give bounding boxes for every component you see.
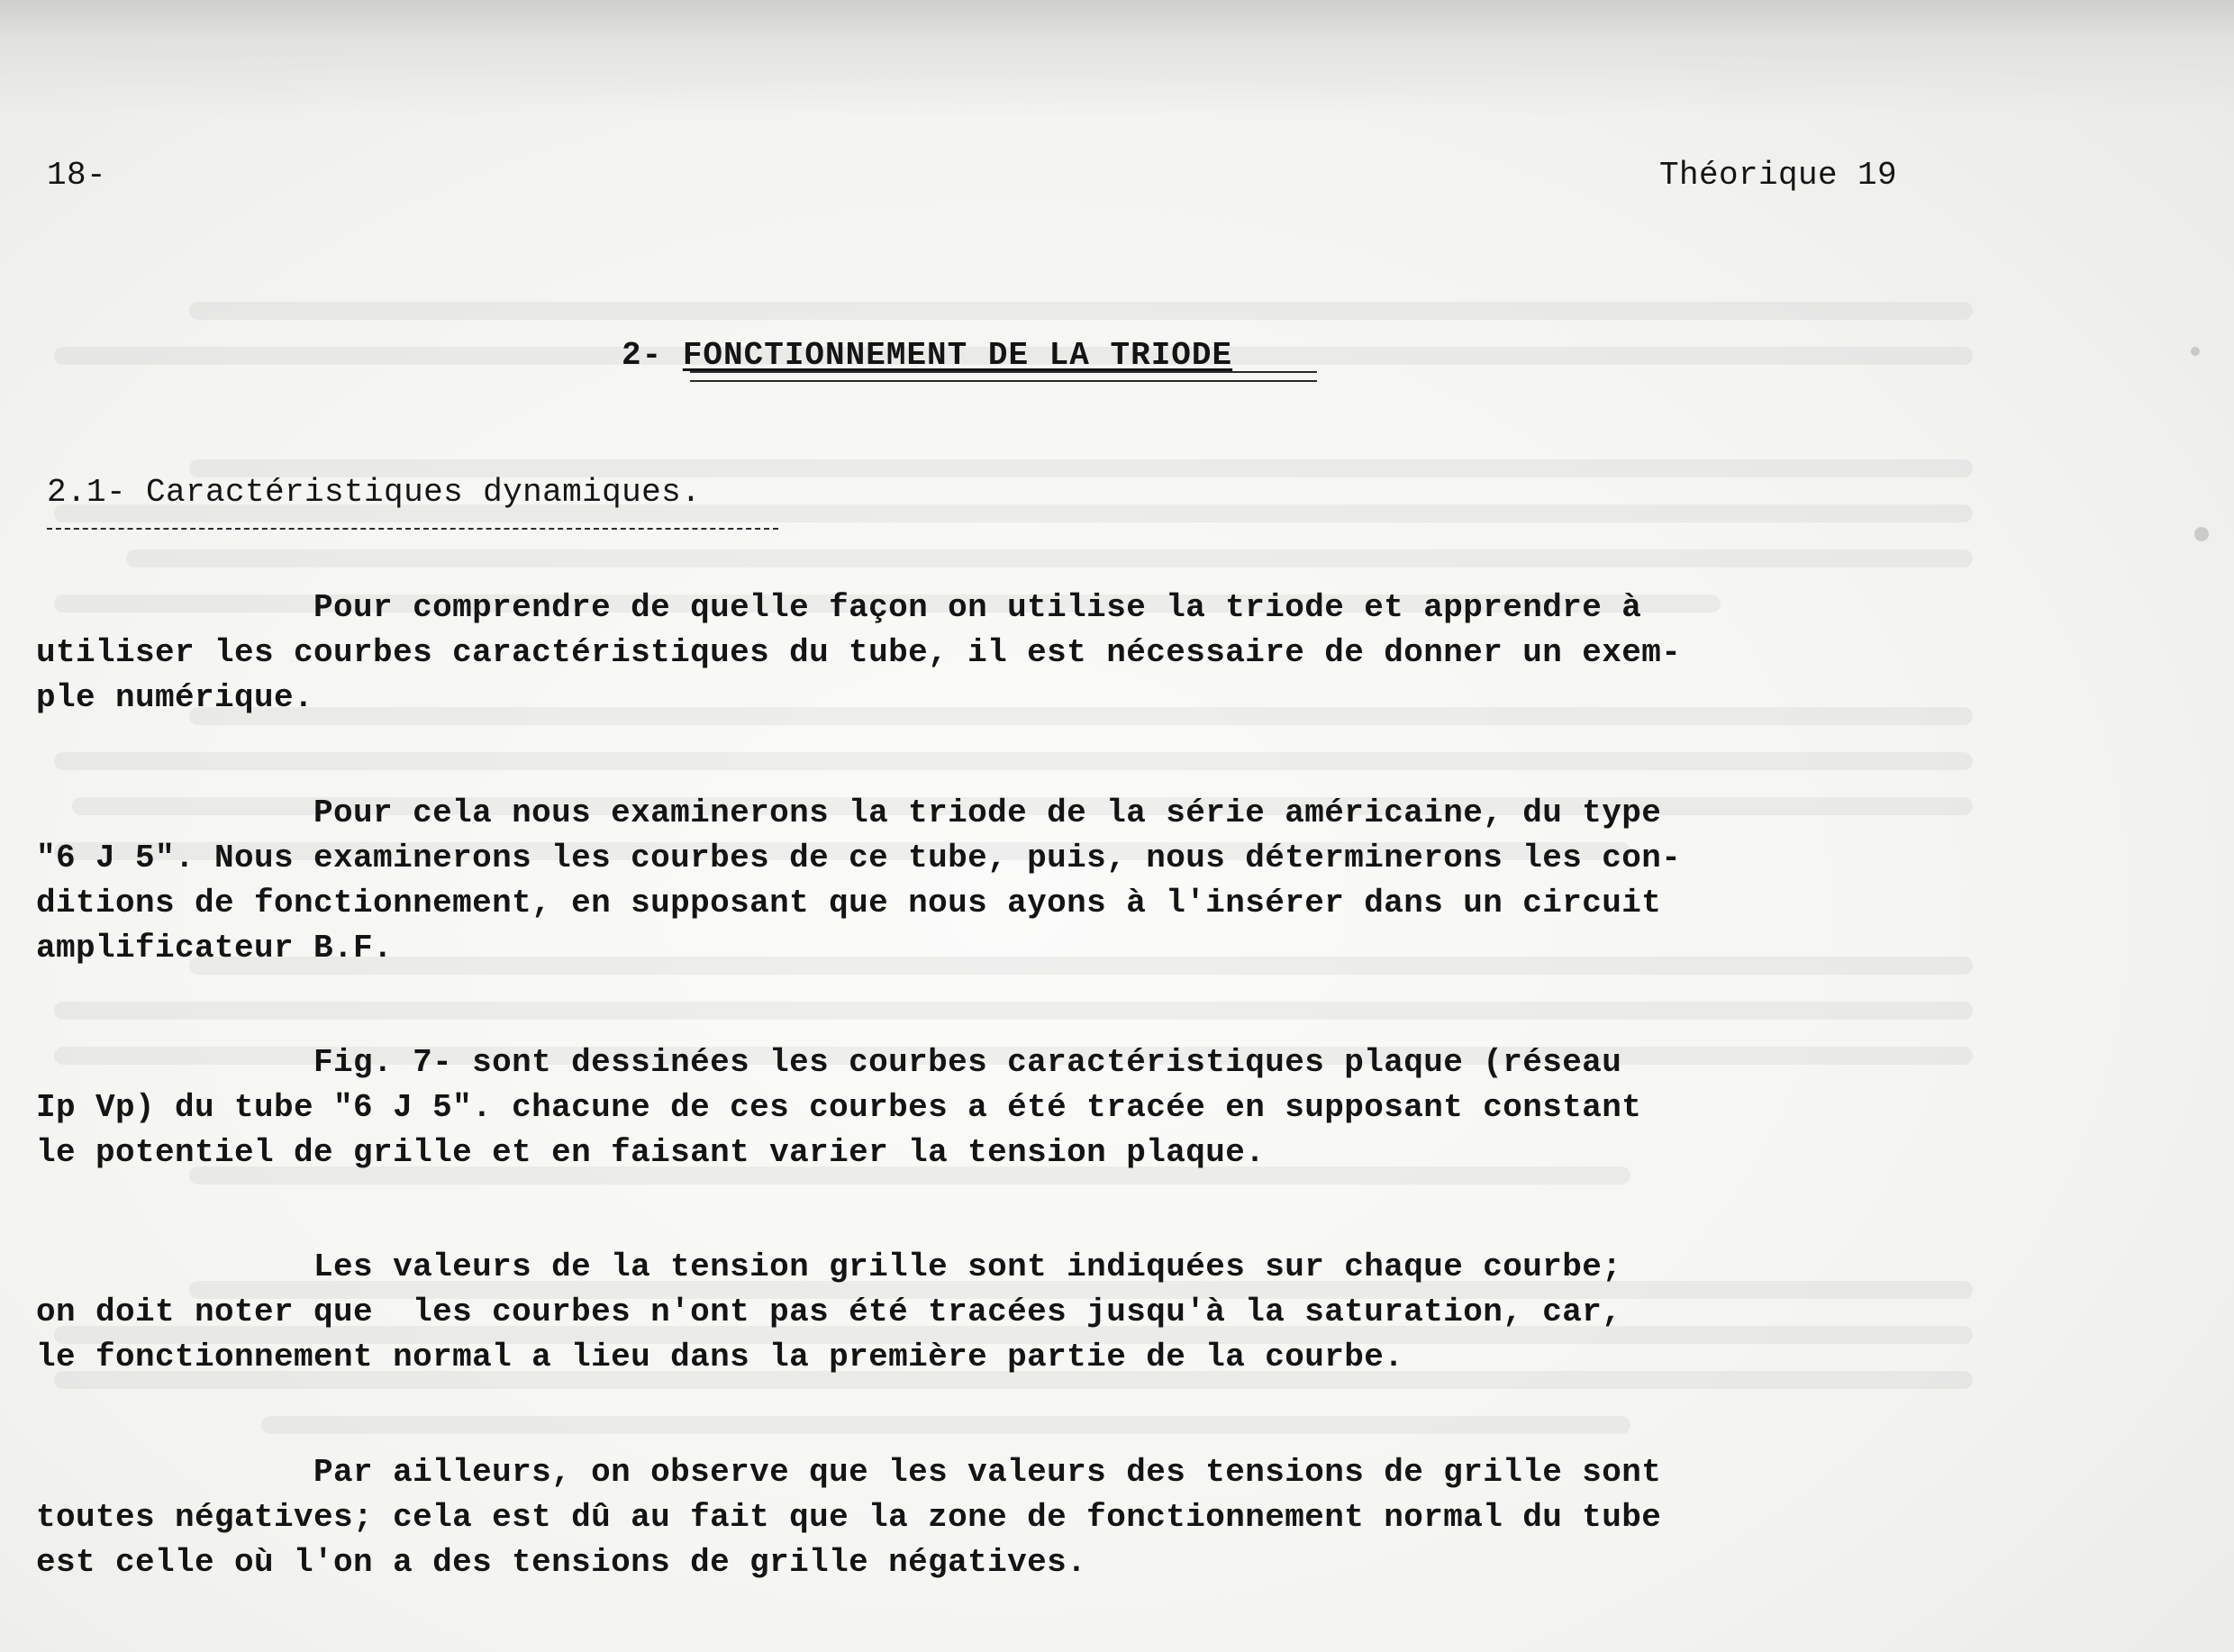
paragraph-line: on doit noter que les courbes n'ont pas été tracées jusqu'à la saturation, car, — [36, 1293, 1622, 1330]
running-head: Théorique 19 — [1659, 157, 1898, 194]
section-heading-rule — [47, 528, 778, 530]
chapter-title-prefix: 2- — [622, 337, 683, 374]
paragraph-line: Les valeurs de la tension grille sont indiquées sur chaque courbe; — [36, 1248, 1622, 1285]
paragraph-line: "6 J 5". Nous examinerons les courbes de ce tube, puis, nous déterminerons les con- — [36, 840, 1682, 876]
paragraph — [36, 1450, 1661, 1585]
page-number: 18- — [47, 157, 107, 194]
paragraph-line: ple numérique. — [36, 679, 314, 716]
paragraph — [36, 791, 1681, 971]
paragraph-line: le fonctionnement normal a lieu dans la première partie de la courbe. — [36, 1339, 1404, 1375]
chapter-title-double-rule — [690, 371, 1317, 382]
paragraph-line: Pour comprendre de quelle façon on utilise la triode et apprendre à — [36, 589, 1642, 626]
paragraph-line: le potentiel de grille et en faisant varier la tension plaque. — [36, 1134, 1266, 1171]
paragraph — [36, 1040, 1641, 1175]
chapter-title-text: FONCTIONNEMENT DE LA TRIODE — [682, 337, 1233, 374]
paragraph-line: Fig. 7- sont dessinées les courbes caractéristiques plaque (réseau — [36, 1044, 1622, 1081]
paragraph-line: utiliser les courbes caractéristiques du tube, il est nécessaire de donner un exem- — [36, 634, 1682, 671]
paragraph-line: est celle où l'on a des tensions de grille négatives. — [36, 1544, 1087, 1581]
paragraph — [36, 585, 1681, 721]
paragraph-line: toutes négatives; cela est dû au fait que la zone de fonctionnement normal du tube — [36, 1499, 1662, 1536]
paragraph-line: Pour cela nous examinerons la triode de la série américaine, du type — [36, 794, 1662, 831]
paragraph — [36, 1245, 1621, 1380]
paragraph-line: ditions de fonctionnement, en supposant que nous ayons à l'insérer dans un circuit — [36, 885, 1662, 921]
paragraph-line: Par ailleurs, on observe que les valeurs des tensions de grille sont — [36, 1454, 1662, 1491]
paragraph-line: amplificateur B.F. — [36, 930, 394, 967]
edge-speck — [2191, 347, 2200, 356]
edge-speck — [2194, 527, 2209, 541]
paragraph-line: Ip Vp) du tube "6 J 5". chacune de ces courbes a été tracée en supposant constant — [36, 1089, 1642, 1126]
section-heading: 2.1- Caractéristiques dynamiques. — [47, 474, 702, 511]
